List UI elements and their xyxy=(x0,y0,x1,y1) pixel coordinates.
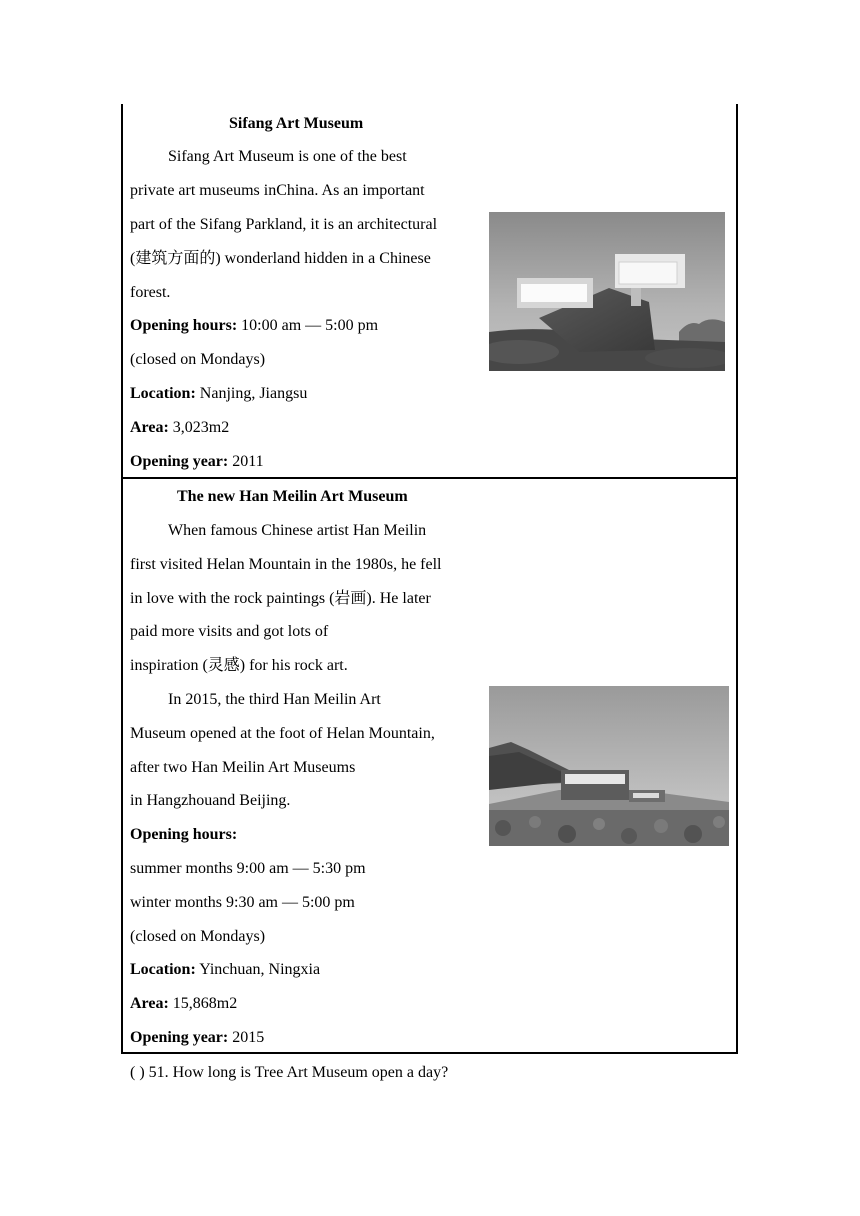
han-meilin-text-line: in Hangzhouand Beijing. xyxy=(130,792,291,809)
opening-year-label: Opening year: xyxy=(130,453,229,470)
opening-year-value: 2011 xyxy=(228,453,264,470)
han-meilin-text-line: first visited Helan Mountain in the 1980s, he fell xyxy=(130,556,442,573)
area-value: 3,023m2 xyxy=(168,419,230,436)
table-right-border xyxy=(736,104,738,1054)
han-meilin-text-line: When famous Chinese artist Han Meilin xyxy=(168,522,427,539)
han-meilin-text-line: paid more visits and got lots of xyxy=(130,623,329,640)
opening-hours-value: 10:00 am — 5:00 pm xyxy=(237,317,379,334)
sifang-location xyxy=(130,384,307,404)
location-label: Location: xyxy=(130,961,196,978)
sifang-title: Sifang Art Museum xyxy=(229,115,364,132)
table-row-divider xyxy=(121,477,738,479)
sifang-area xyxy=(130,418,229,438)
location-value: Nanjing, Jiangsu xyxy=(195,385,308,402)
sifang-opening-hours xyxy=(130,316,378,336)
question-51: ( ) 51. How long is Tree Art Museum open a day? xyxy=(130,1064,449,1081)
han-meilin-text-line: after two Han Meilin Art Museums xyxy=(130,759,356,776)
location-value: Yinchuan, Ningxia xyxy=(195,961,321,978)
area-label: Area: xyxy=(130,995,169,1012)
table-bottom-border xyxy=(121,1052,738,1054)
sifang-text-line: part of the Sifang Parkland, it is an architectural xyxy=(130,216,438,233)
sifang-text-line: (建筑方面的) wonderland hidden in a Chinese xyxy=(130,250,431,267)
sifang-text-line: forest. xyxy=(130,284,171,301)
sifang-text-line: private art museums inChina. As an important xyxy=(130,182,425,199)
han-meilin-text-line: In 2015, the third Han Meilin Art xyxy=(168,691,381,708)
table-left-border xyxy=(121,104,123,1054)
han-meilin-text-line: inspiration (灵感) for his rock art. xyxy=(130,657,348,674)
han-meilin-museum-photo xyxy=(489,686,729,846)
han-meilin-opening-year xyxy=(130,1028,264,1048)
han-meilin-winter-hours: winter months 9:30 am — 5:00 pm xyxy=(130,894,355,911)
sifang-closed-note: (closed on Mondays) xyxy=(130,351,266,368)
opening-year-value: 2015 xyxy=(228,1029,265,1046)
han-meilin-text-line: in love with the rock paintings (岩画). He later xyxy=(130,590,431,607)
sifang-museum-photo xyxy=(489,212,725,371)
sifang-text-line: Sifang Art Museum is one of the best xyxy=(168,148,407,165)
han-meilin-summer-hours: summer months 9:00 am — 5:30 pm xyxy=(130,860,366,877)
area-value: 15,868m2 xyxy=(168,995,238,1012)
han-meilin-opening-hours-label: Opening hours: xyxy=(130,826,238,843)
han-meilin-closed-note: (closed on Mondays) xyxy=(130,928,266,945)
opening-year-label: Opening year: xyxy=(130,1029,229,1046)
han-meilin-area xyxy=(130,994,237,1014)
opening-hours-label: Opening hours: xyxy=(130,317,238,334)
han-meilin-title: The new Han Meilin Art Museum xyxy=(177,488,408,505)
han-meilin-text-line: Museum opened at the foot of Helan Mountain, xyxy=(130,725,435,742)
area-label: Area: xyxy=(130,419,169,436)
location-label: Location: xyxy=(130,385,196,402)
sifang-opening-year xyxy=(130,452,264,472)
han-meilin-location xyxy=(130,960,320,980)
